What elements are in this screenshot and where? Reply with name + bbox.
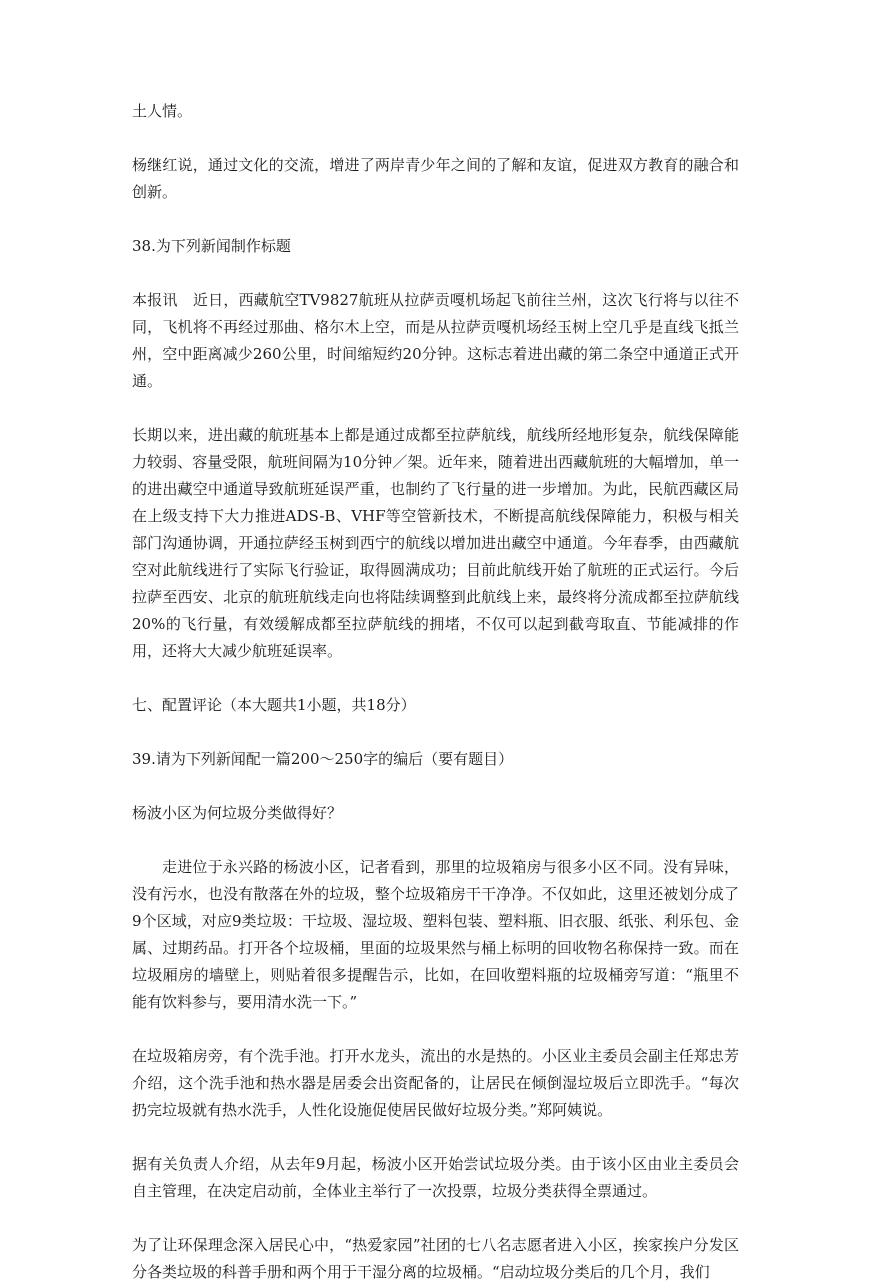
question-38: 38.为下列新闻制作标题 — [132, 237, 291, 255]
question-39: 39.请为下列新闻配一篇200～250字的编后（要有题目） — [132, 750, 514, 768]
section-seven-heading: 七、配置评论（本大题共1小题，共18分） — [132, 696, 416, 714]
article-paragraph-4: 为了让环保理念深入居民心中，“热爱家园”社团的七八名志愿者进入小区，挨家挨户分发区分各类垃圾的科普手册和两个用于干湿分离的垃圾桶。“启动垃圾分类后的几个月，我们 — [132, 1236, 739, 1281]
article-paragraph-3: 据有关负责人介绍，从去年9月起，杨波小区开始尝试垃圾分类。由于该小区由业主委员会自主管理，在决定启动前，全体业主举行了一次投票，垃圾分类获得全票通过。 — [132, 1155, 739, 1200]
paragraph-intro-end: 土人情。 — [132, 102, 193, 120]
news-paragraph-1: 本报讯 近日，西藏航空TV9827航班从拉萨贡嘎机场起飞前往兰州，这次飞行将与以往不同，飞机将不再经过那曲、格尔木上空，而是从拉萨贡嘎机场经玉树上空几乎是直线飞抵兰州，空中距离减少260公里，时间缩短约20分钟。这标志着进出藏的第二条空中通道正式开通。 — [132, 291, 739, 390]
news-paragraph-2: 长期以来，进出藏的航班基本上都是通过成都至拉萨航线，航线所经地形复杂，航线保障能力较弱、容量受限，航班间隔为10分钟／架。近年来，随着进出西藏航班的大幅增加，单一的进出藏空中通道导致航班延误严重，也制约了飞行量的进一步增加。为此，民航西藏区局在上级支持下大力推进ADS-B、VHF等空管新技术，不断提高航线保障能力，积极与相关部门沟通协调，开通拉萨经玉树到西宁的航线以增加进出藏空中通道。今年春季，由西藏航空对此航线进行了实际飞行验证，取得圆满成功；目前此航线开始了航班的正式运行。今后拉萨至西安、北京的航班航线走向也将陆续调整到此航线上来，最终将分流成都至拉萨航线20%的飞行量，有效缓解成都至拉萨航线的拥堵，不仅可以起到截弯取直、节能减排的作用，还将大大减少航班延误率。 — [132, 426, 739, 660]
paragraph-yang-quote: 杨继红说，通过文化的交流，增进了两岸青少年之间的了解和友谊，促进双方教育的融合和创新。 — [132, 156, 739, 201]
article-paragraph-1: 走进位于永兴路的杨波小区，记者看到，那里的垃圾箱房与很多小区不同。没有异味，没有污水，也没有散落在外的垃圾，整个垃圾箱房干干净净。不仅如此，这里还被划分成了9个区域，对应9类垃圾：干垃圾、湿垃圾、塑料包装、塑料瓶、旧衣服、纸张、利乐包、金属、过期药品。打开各个垃圾桶，里面的垃圾果然与桶上标明的回收物名称保持一致。而在垃圾厢房的墙壁上，则贴着很多提醒告示，比如，在回收塑料瓶的垃圾桶旁写道：“瓶里不能有饮料参与，要用清水洗一下。” — [132, 858, 739, 1011]
article-paragraph-2: 在垃圾箱房旁，有个洗手池。打开水龙头，流出的水是热的。小区业主委员会副主任郑忠芳介绍，这个洗手池和热水器是居委会出资配备的，让居民在倾倒湿垃圾后立即洗手。“每次扔完垃圾就有热水洗手，人性化设施促使居民做好垃圾分类。”郑阿姨说。 — [132, 1047, 739, 1119]
news-headline: 杨波小区为何垃圾分类做得好？ — [132, 804, 343, 822]
